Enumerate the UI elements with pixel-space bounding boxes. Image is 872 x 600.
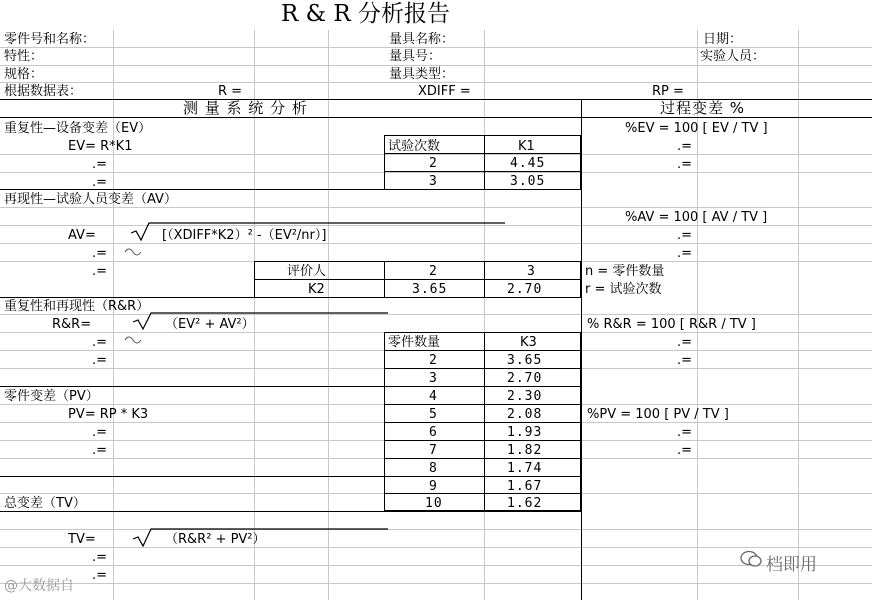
watermark-right: 档即用 — [766, 555, 817, 575]
process-header: 过程变差 % — [660, 99, 746, 117]
operator-label: 实验人员： — [700, 49, 766, 64]
ev-formula: EV= R*K1 — [68, 139, 133, 154]
watermark-left: @大数据自 — [4, 578, 74, 594]
table-cell: 5 — [429, 407, 438, 422]
n-note: n = 零件数量 — [585, 264, 665, 279]
table-cell: 2.70 — [507, 282, 543, 297]
placeholder: .= — [677, 246, 693, 261]
placeholder: .= — [677, 228, 693, 243]
pv-formula: PV= RP * K3 — [68, 407, 149, 422]
av-formula-lhs: AV= — [68, 228, 96, 243]
gauge-name-label: 量具名称： — [389, 32, 455, 47]
table-cell: 2 — [429, 353, 438, 368]
table-cell: 3.65 — [412, 282, 448, 297]
av-title: 再现性—试验人员变差（AV） — [4, 192, 177, 207]
measurement-header: 测 量 系 统 分 析 — [183, 99, 308, 117]
rr-title: 重复性和再现性（R&R） — [4, 299, 150, 314]
table-cell: 6 — [429, 425, 438, 440]
r-bar-label: R = — [218, 84, 243, 99]
table-cell: 1.74 — [507, 461, 543, 476]
table-cell: 8 — [429, 461, 438, 476]
table-cell: 2 — [429, 264, 438, 279]
tv-formula-lhs: TV= — [68, 532, 96, 547]
k2-label: K2 — [308, 282, 325, 297]
date-label: 日期： — [703, 32, 743, 47]
table-cell: 7 — [429, 443, 438, 458]
table-cell: 3 — [429, 174, 438, 189]
report-title: R & R 分析报告 — [281, 1, 451, 27]
squiggle-decor — [125, 249, 141, 343]
placeholder: .= — [677, 157, 693, 172]
table-cell: 2.30 — [507, 389, 543, 404]
table-cell: 9 — [429, 479, 438, 494]
gauge-no-label: 量具号： — [389, 49, 442, 64]
wechat-icon — [740, 550, 762, 568]
placeholder: .= — [92, 550, 108, 565]
placeholder: .= — [677, 139, 693, 154]
appraiser-header: 评价人 — [287, 264, 327, 279]
table-cell: 2.70 — [507, 371, 543, 386]
placeholder: .= — [92, 568, 108, 583]
characteristic-label: 特性： — [4, 49, 44, 64]
r-note: r = 试验次数 — [585, 282, 662, 297]
placeholder: .= — [92, 425, 108, 440]
pct-ev-formula: %EV = 100 [ EV / TV ] — [625, 121, 768, 136]
rr-formula-body: （EV² + AV²） — [165, 317, 255, 332]
data-sheet-label: 根据数据表： — [4, 84, 83, 99]
x-diff-label: XDIFF = — [418, 84, 471, 99]
trials-header: 试验次数 — [388, 139, 441, 154]
table-cell: 1.93 — [507, 425, 543, 440]
placeholder: .= — [677, 443, 693, 458]
placeholder: .= — [92, 443, 108, 458]
spec-label: 规格： — [4, 67, 44, 82]
placeholder: .= — [92, 353, 108, 368]
rr-formula-lhs: R&R= — [52, 317, 92, 332]
placeholder: .= — [677, 425, 693, 440]
table-cell: 4.45 — [510, 156, 546, 171]
pct-pv-formula: %PV = 100 [ PV / TV ] — [587, 407, 729, 422]
gauge-type-label: 量具类型： — [389, 67, 455, 82]
table-cell: 1.82 — [507, 443, 543, 458]
table-cell: 3 — [429, 371, 438, 386]
k1-header: K1 — [518, 139, 535, 154]
placeholder: .= — [677, 353, 693, 368]
table-cell: 3.05 — [510, 174, 546, 189]
table-cell: 2 — [429, 156, 438, 171]
placeholder: .= — [677, 335, 693, 350]
placeholder: .= — [92, 175, 108, 190]
tv-title: 总变差（TV） — [4, 496, 86, 511]
ev-title: 重复性—设备变差（EV） — [4, 121, 152, 136]
table-cell: 3.65 — [507, 353, 543, 368]
table-cell: 1.67 — [507, 479, 543, 494]
k3-header: K3 — [520, 335, 537, 350]
parts-header: 零件数量 — [388, 335, 441, 350]
rp-label: RP = — [652, 84, 684, 99]
placeholder: .= — [92, 246, 108, 261]
tv-formula-body: （R&R² + PV²） — [165, 532, 266, 547]
pct-av-formula: %AV = 100 [ AV / TV ] — [625, 210, 768, 225]
table-cell: 1.62 — [507, 496, 543, 511]
table-cell: 3 — [527, 264, 536, 279]
av-formula-body: [（XDIFF*K2）² -（EV²/nr）] — [162, 228, 327, 243]
placeholder: .= — [92, 264, 108, 279]
placeholder: .= — [92, 335, 108, 350]
placeholder: .= — [92, 157, 108, 172]
table-cell: 10 — [425, 496, 443, 511]
pv-title: 零件变差（PV） — [4, 389, 99, 404]
table-cell: 4 — [429, 389, 438, 404]
part-label: 零件号和名称： — [4, 32, 96, 47]
pct-rr-formula: % R&R = 100 [ R&R / TV ] — [587, 317, 756, 332]
table-cell: 2.08 — [507, 407, 543, 422]
